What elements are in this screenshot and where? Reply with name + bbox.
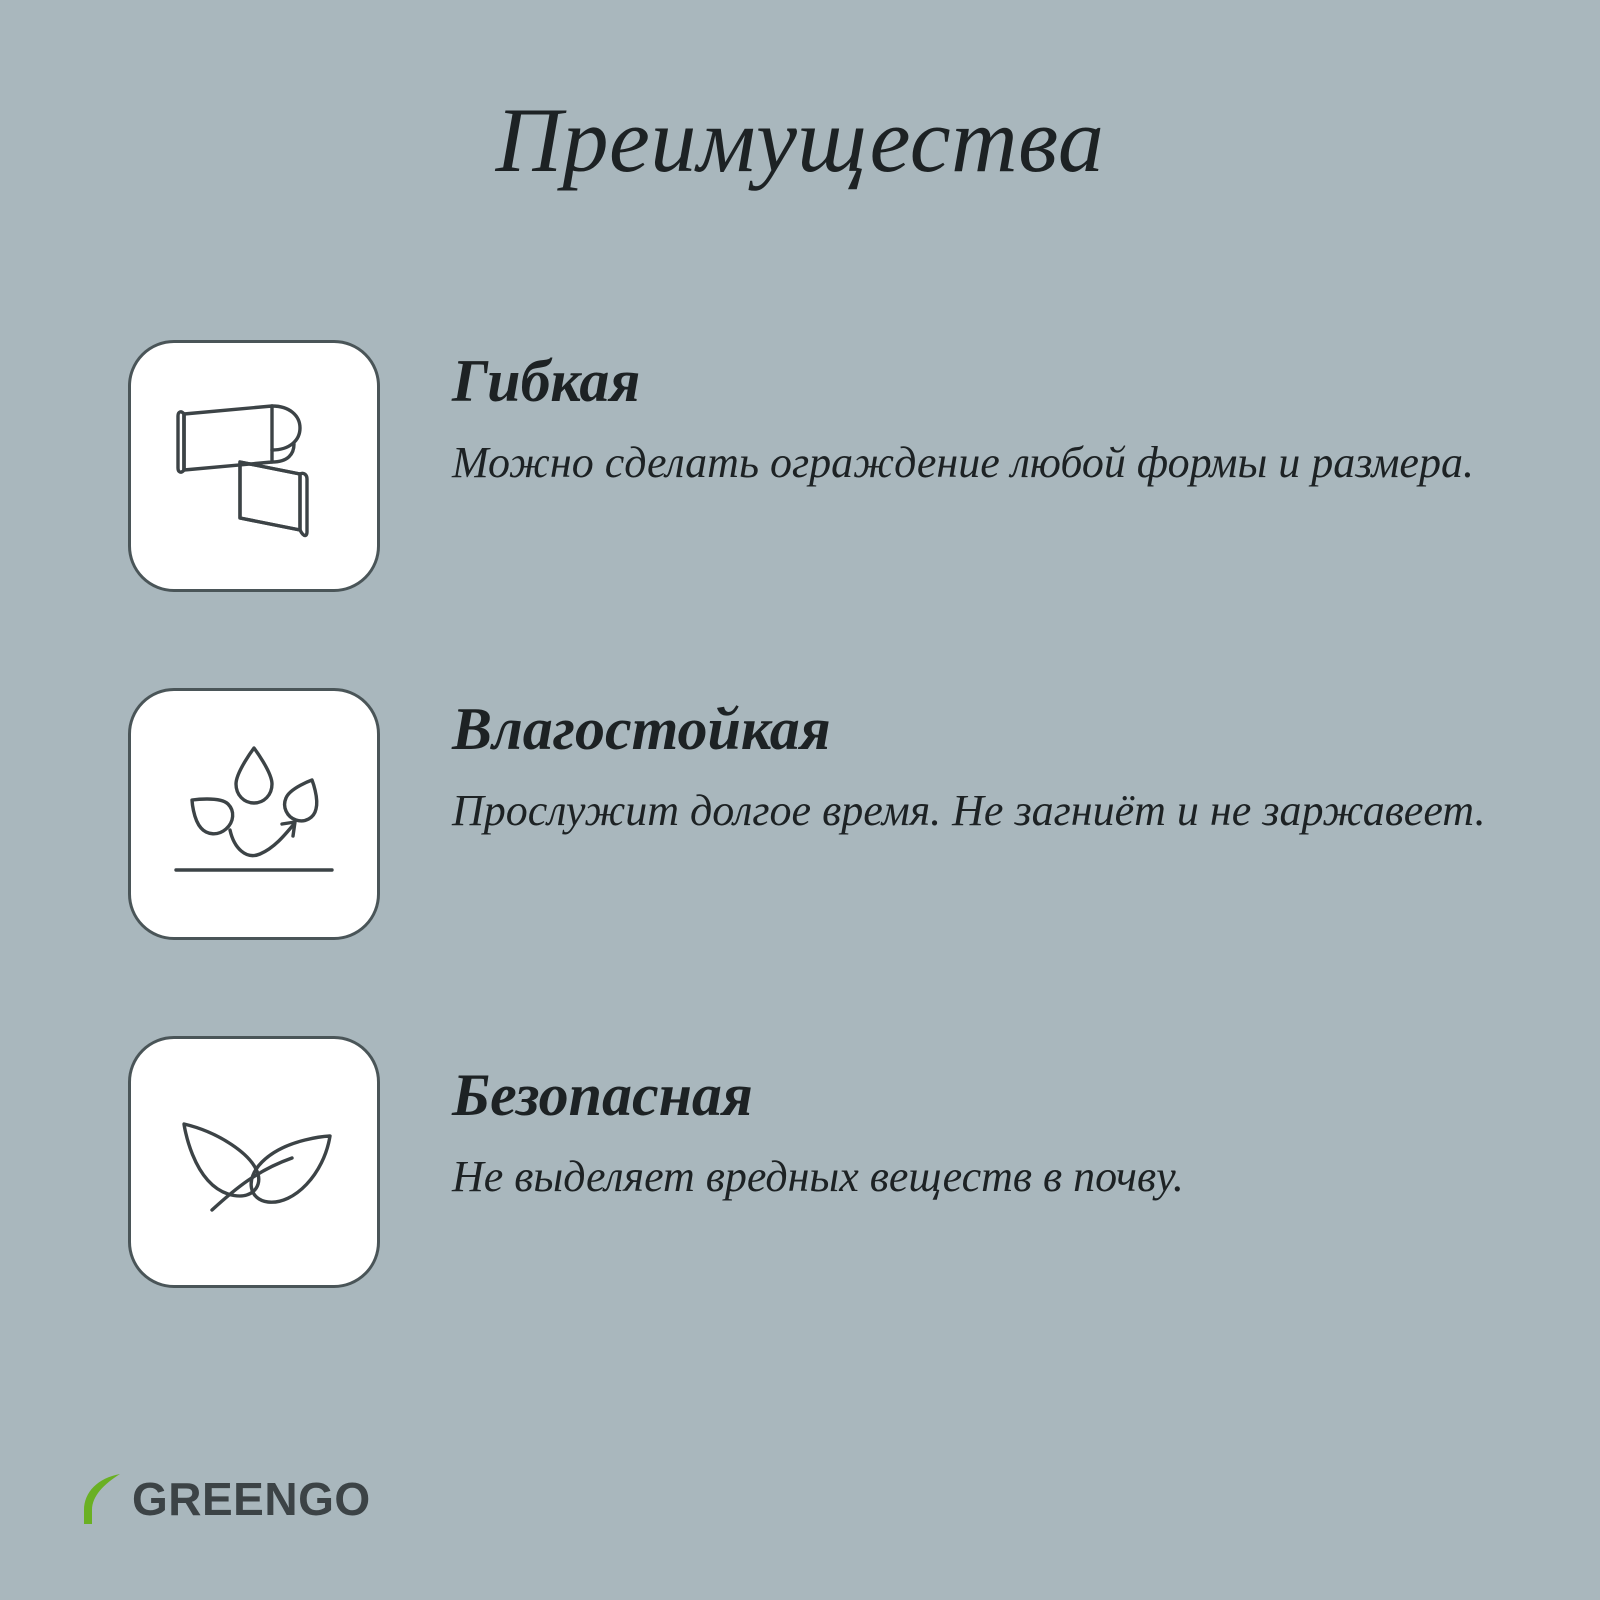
- feature-title: Влагостойкая: [452, 696, 831, 762]
- flexible-band-icon: [154, 366, 354, 566]
- page-title: Преимущества: [495, 89, 1105, 191]
- feature-description: Прослужит долгое время. Не загниёт и не заржавеет.: [452, 786, 1486, 835]
- brand-logo: [80, 1472, 371, 1526]
- feature-title: Гибкая: [452, 348, 641, 414]
- leaves-icon: [154, 1062, 354, 1262]
- brand-name: GREENGO: [132, 1473, 371, 1525]
- water-drops-repel-icon: [154, 714, 354, 914]
- feature-text: [380, 1036, 1488, 1208]
- list-item: [128, 340, 1488, 592]
- features-list: [128, 340, 1488, 1288]
- feature-icon-box: [128, 1036, 380, 1288]
- feature-title: Безопасная: [452, 1062, 753, 1128]
- list-item: [128, 1036, 1488, 1288]
- leaf-icon: [80, 1472, 124, 1526]
- feature-text: [380, 688, 1488, 842]
- feature-description: Можно сделать ограждение любой формы и размера.: [452, 438, 1474, 487]
- list-item: [128, 688, 1488, 940]
- feature-text: [380, 340, 1488, 494]
- feature-icon-box: [128, 340, 380, 592]
- feature-description: Не выделяет вредных веществ в почву.: [452, 1152, 1184, 1201]
- feature-icon-box: [128, 688, 380, 940]
